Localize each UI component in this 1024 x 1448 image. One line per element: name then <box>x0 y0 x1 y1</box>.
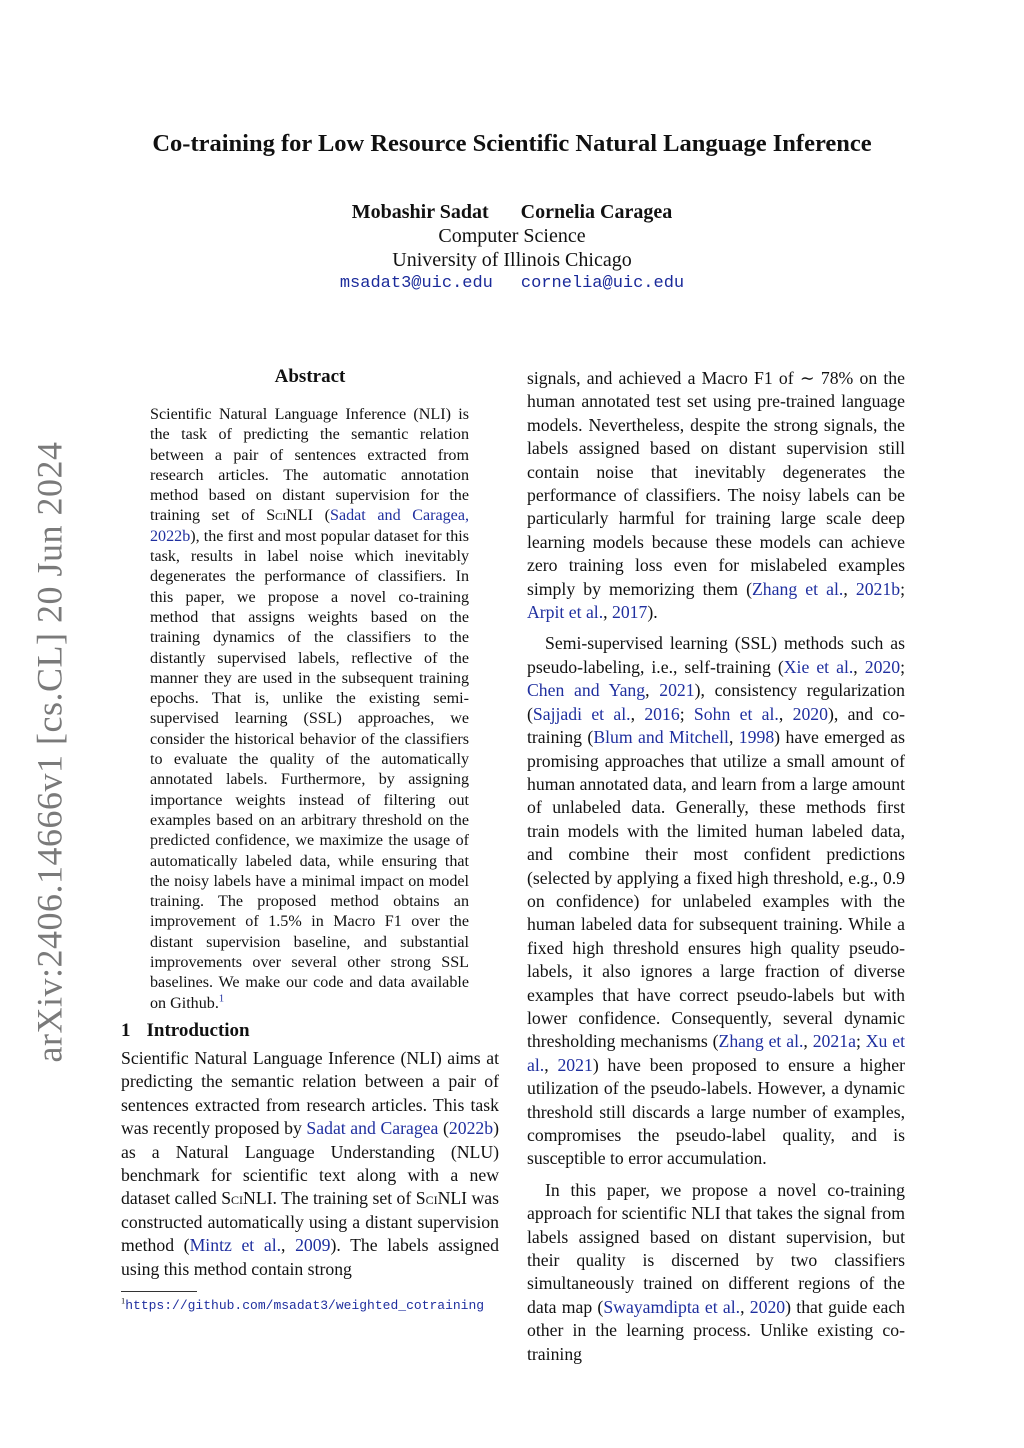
text-run: ) have been proposed to ensure a higher utilization of the pseudo-labels. However, a dynamic threshold still discards a large number of examples, compromises the pseudo-label quality, and is susceptible to error accumulation. <box>527 1054 906 1169</box>
text-run: ) have emerged as promising approaches that utilize a small amount of human annotated data, and learn from a large amount of unlabeled data. Generally, these methods first train models with the limited human labeled data, and combine their most confident predictions (selected by applying a fixed high threshold, e.g., 0.9 on confidence) for unlabeled examples with the human labeled data for subsequent training. While a fixed high threshold ensures high quality pseudo-labels, it also ignores a large fraction of diverse examples that have correct pseudo-labels but with lower confidence. Consequently, several dynamic thresholding mechanisms ( <box>527 727 906 1052</box>
citation-link[interactable]: Mintz et al. <box>189 1235 282 1256</box>
text-run: ; <box>855 1031 866 1052</box>
footnote-marker[interactable]: 1 <box>218 993 225 1005</box>
author-name: Mobashir Sadat <box>351 201 489 223</box>
text-run: ; <box>900 578 905 599</box>
text-run: ) that guide each other in the learning process. Unlike existing co-training <box>527 1296 906 1364</box>
text-run: Scientific Natural Language Inference (NLI) is the task of predicting the semantic relation between a pair of sentences extracted from research articles. The automatic annotation method based on distant supervision for the training set of <box>150 406 469 525</box>
text-run: ( <box>438 1118 449 1139</box>
citation-link[interactable]: 2021b <box>855 578 901 599</box>
footnote <box>121 1296 499 1314</box>
text-run: signals, and achieved a Macro F1 of ∼ 78% on the human annotated test set using pre-trained language models. Nevertheless, despite the strong signals, the labels assigned based on distant supervision still contain noise that inevitably degenerates the performance of classifiers. The noisy labels can be particularly harmful for training large scale deep learning models because these models can achieve zero training loss even for mislabeled examples simply by memorizing them ( <box>527 368 905 599</box>
citation-link[interactable]: Sadat and Caragea <box>306 1118 439 1139</box>
citation-link[interactable]: 2020 <box>749 1296 786 1317</box>
text-run: , <box>778 703 793 724</box>
author-name: Cornelia Caragea <box>520 201 673 223</box>
text-run: , <box>603 602 612 623</box>
citation-link[interactable]: 2022b <box>448 1118 494 1139</box>
text-run: , <box>853 656 865 677</box>
citation-link[interactable]: Chen and Yang <box>527 680 646 701</box>
section-heading-introduction <box>121 1020 250 1042</box>
right-column <box>527 367 905 1366</box>
citation-link[interactable]: 2009 <box>295 1235 331 1256</box>
author-emails <box>0 272 1024 296</box>
text-run: ). The labels assigned using this method contain strong <box>121 1235 499 1279</box>
text-run: , <box>843 578 856 599</box>
citation-link[interactable]: 2020 <box>792 703 828 724</box>
section-number: 1 <box>121 1020 131 1041</box>
text-run: Semi-supervised learning (SSL) methods such as pseudo-labeling, i.e., self-training ( <box>527 633 905 677</box>
introduction-body <box>121 1047 499 1281</box>
abstract-body <box>150 405 469 1014</box>
text-run: ), and co-training ( <box>527 703 906 748</box>
abstract-heading: Abstract <box>274 366 346 387</box>
citation-link[interactable]: Sohn et al. <box>693 703 779 724</box>
citation-link[interactable]: Blum and Mitchell <box>593 727 729 748</box>
text-run: ; <box>900 656 906 677</box>
text-run: , <box>281 1235 296 1256</box>
citation-link[interactable]: Xie et al. <box>783 656 854 677</box>
section-title: Introduction <box>146 1020 250 1041</box>
paragraph <box>527 1179 905 1366</box>
email-link[interactable]: cornelia@uic.edu <box>520 274 685 293</box>
text-run: ), the first and most popular dataset for this task, results in label noise which inevitably degenerates the performance of classifiers. In this paper, we propose a novel co-training method that assigns weights based on the training dynamics of the classifiers to the distantly supervised labels, reflective of the manner they are used in the subsequent training epochs. That is, unlike the existing semi-supervised learning (SSL) approaches, we consider the historical behavior of the classifiers to evaluate the quality of the automatically annotated labels. Furthermore, by assigning importance weights instead of filtering out examples based on an arbitrary threshold on the predicted confidence, we maximize the usage of automatically labeled data, while ensuring that the noisy labels have a minimal impact on model training. The proposed method obtains an improvement of 1.5% in Macro F1 over the distant supervision baseline, and substantial improvements over several other strong SSL baselines. We make our code and data available on Github. <box>150 527 469 1012</box>
citation-link[interactable]: Sadat and Caragea, 2022b <box>150 507 469 545</box>
paper-title: Co-training for Low Resource Scientific Natural Language Inference <box>152 130 872 157</box>
footnote-url-link[interactable]: https://github.com/msadat3/weighted_cotraining <box>125 1298 485 1313</box>
arxiv-side-label <box>26 441 72 1063</box>
dataset-name: SciNLI <box>221 1188 273 1209</box>
citation-link[interactable]: Swayamdipta et al. <box>603 1296 741 1317</box>
affiliation-university: University of Illinois Chicago <box>392 249 632 271</box>
text-run: , <box>630 703 645 724</box>
text-run: Scientific Natural Language Inference (NLI) aims at predicting the semantic relation between a pair of sentences extracted from research articles. This task was recently proposed by <box>121 1048 499 1139</box>
citation-link[interactable]: 2021 <box>557 1054 593 1075</box>
citation-link[interactable]: Zhang et al. <box>751 578 844 599</box>
citation-link[interactable]: 2021a <box>812 1031 856 1052</box>
paragraph <box>527 632 905 1170</box>
arxiv-identifier: arXiv:2406.14666v1 [cs.CL] 20 Jun 2024 <box>29 441 70 1063</box>
paragraph <box>527 367 905 624</box>
text-run: was constructed automatically using a distant supervision method ( <box>121 1188 499 1256</box>
citation-link[interactable]: 2021 <box>659 680 695 701</box>
text-run: , <box>544 1054 558 1075</box>
email-link[interactable]: msadat3@uic.edu <box>339 274 493 293</box>
text-run: ), consistency regularization ( <box>527 680 905 724</box>
text-run: ) as a Natural Language Understanding (NLU) benchmark for scientific text along with a new dataset called <box>121 1118 499 1209</box>
text-run: . The training set of <box>272 1188 416 1209</box>
text-run: , <box>728 727 739 748</box>
citation-link[interactable]: Xu et al. <box>527 1031 905 1075</box>
text-run: ( <box>313 507 330 525</box>
text-run: , <box>740 1296 750 1317</box>
citation-link[interactable]: 1998 <box>738 727 775 748</box>
footnote-number: 1 <box>121 1295 126 1306</box>
citation-link[interactable]: Zhang et al. <box>718 1031 804 1052</box>
affiliation-department: Computer Science <box>438 225 586 247</box>
citation-link[interactable]: 2017 <box>611 602 648 623</box>
text-run: ; <box>679 703 694 724</box>
citation-link[interactable]: 2016 <box>644 703 680 724</box>
dataset-name: SciNLI <box>415 1188 468 1209</box>
text-run: , <box>645 680 660 701</box>
citation-link[interactable]: Sajjadi et al. <box>532 703 631 724</box>
author-block <box>0 200 1024 296</box>
text-run: , <box>803 1031 813 1052</box>
citation-link[interactable]: Arpit et al. <box>527 602 604 623</box>
text-run: ). <box>647 602 658 623</box>
text-run: In this paper, we propose a novel co-training approach for scientific NLI that takes the signal from labels assigned based on distant supervision, but their quality is discerned by two classifiers simultaneously trained on different regions of the data map ( <box>527 1179 905 1317</box>
author-names <box>0 200 1024 224</box>
citation-link[interactable]: 2020 <box>864 656 901 677</box>
footnote-divider <box>121 1291 197 1292</box>
dataset-name: SciNLI <box>266 507 313 525</box>
